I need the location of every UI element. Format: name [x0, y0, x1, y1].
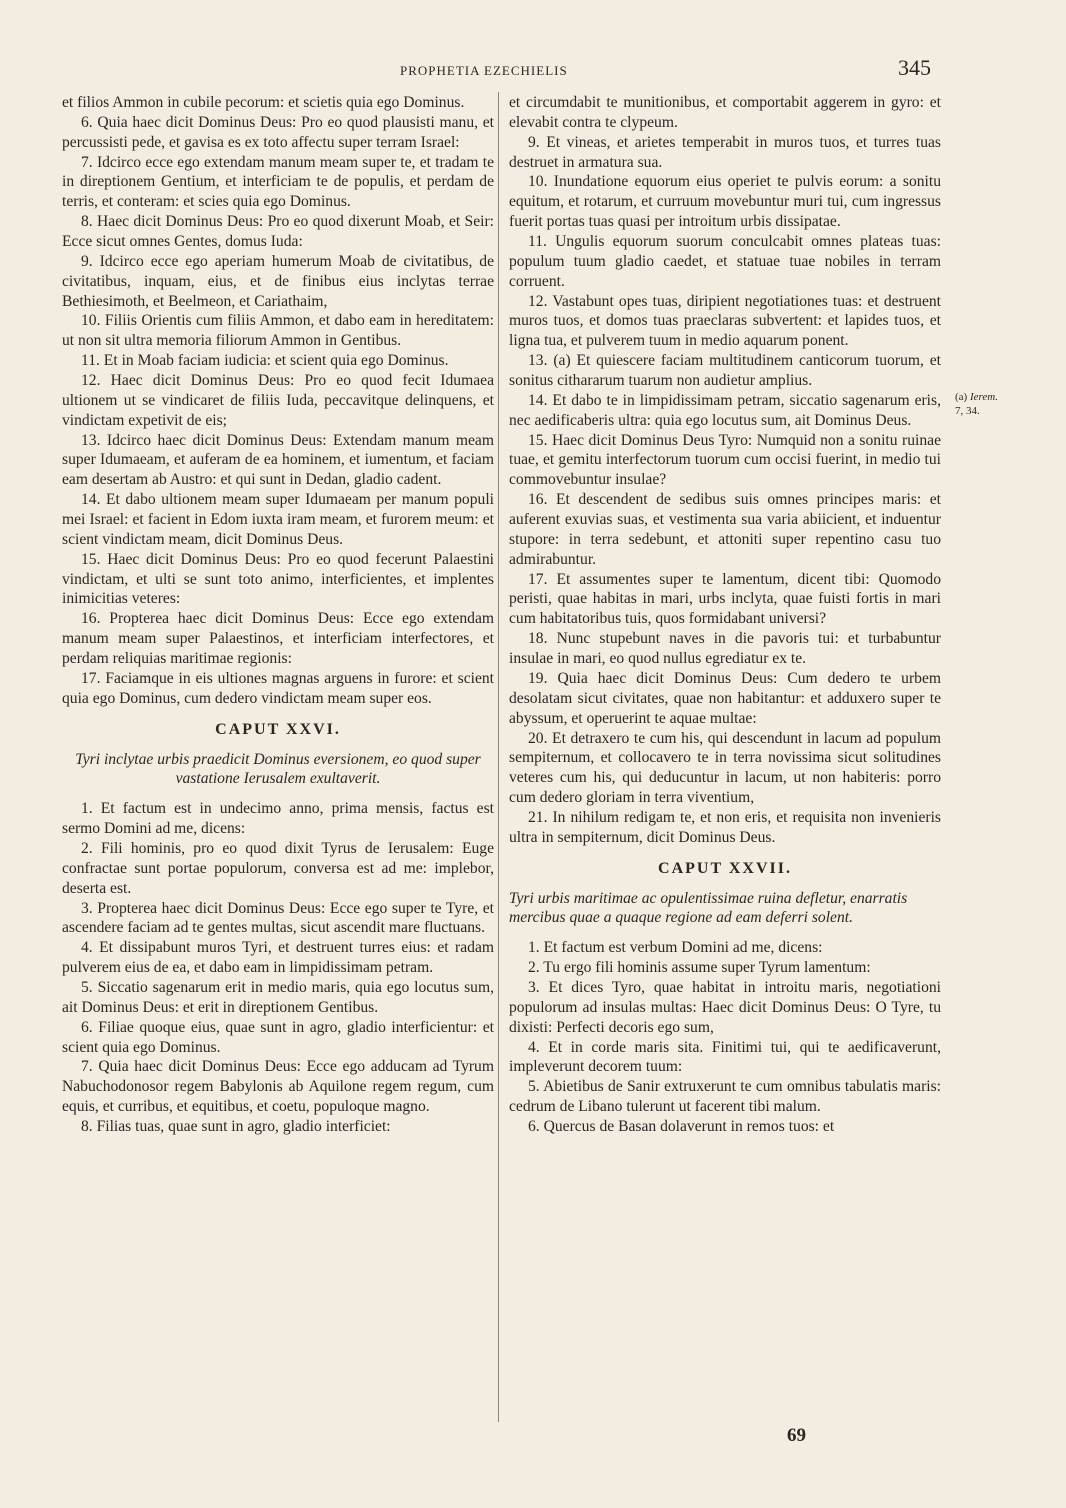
note-reference-detail: 7, 34.	[955, 405, 980, 417]
paragraph: 8. Haec dicit Dominus Deus: Pro eo quod dixerunt Moab, et Seir: Ecce sicut omnes Gentes, domus Iuda:	[62, 213, 494, 251]
paragraph: 4. Et in corde maris sita. Finitimi tui, qui te aedificaverunt, impleverunt decorem tuum:	[509, 1038, 941, 1076]
paragraph: 2. Fili hominis, pro eo quod dixit Tyrus de Ierusalem: Euge confractae sunt portae populorum, conversa est ad me: implebor, deserta est.	[62, 839, 494, 897]
paragraph: et circumdabit te munitionibus, et comportabit aggerem in gyro: et elevabit contra te clypeum.	[509, 94, 941, 131]
paragraph: 21. In nihilum redigam te, et non eris, et requisita non invenieris ultra in sempiternum, dicit Dominus Deus.	[509, 808, 941, 846]
chapter-summary: Tyri urbis maritimae ac opulentissimae ruina defletur, enarratis mercibus quae a quaque regione ad eam deferri solent.	[509, 889, 908, 927]
paragraph: 10. Inundatione equorum eius operiet te pulvis eorum: a sonitu equitum, et rotarum, et curruum movebuntur muri tui, cum ingressus fuerit portas tuas quasi per introitum urbis dissipatae.	[509, 173, 941, 231]
paragraph: 20. Et detraxero te cum his, qui descendunt in lacum ad populum sempiternum, et collocavero te in terra novissima sicut solitudines veteres cum his, qui deducuntur in lacum, ut non habiteris: porro cum dedero gloriam in terra viventium,	[509, 729, 941, 807]
paragraph: 3. Et dices Tyro, quae habitat in introitu maris, negotiationi populorum ad insulas multas: Haec dicit Dominus Deus: O Tyre, tu dixisti: Perfecti decoris ego sum,	[509, 978, 941, 1036]
paragraph: 3. Propterea haec dicit Dominus Deus: Ecce ego super te Tyre, et ascendere faciam ad te gentes multas, sicut ascendit mare fluctuans.	[62, 899, 494, 937]
paragraph: 5. Siccatio sagenarum erit in medio maris, quia ego locutus sum, ait Dominus Deus: et erit in direptionem Gentibus.	[62, 978, 494, 1016]
paragraph: 1. Et factum est verbum Domini ad me, dicens:	[528, 939, 823, 957]
paragraph: 15. Haec dicit Dominus Deus Tyro: Numquid non a sonitu ruinae tuae, et gemitu interfectorum tuorum cum occisi fuerint, in medio tui commovebuntur insulae?	[509, 431, 941, 489]
chapter-title: CAPUT XXVII.	[658, 859, 792, 877]
paragraph: 14. Et dabo te in limpidissimam petram, siccatio sagenarum eris, nec aedificaberis ultra: quia ego locutus sum, ait Dominus Deus.	[509, 391, 941, 429]
page-number: 345	[898, 55, 931, 80]
paragraph: 6. Quia haec dicit Dominus Deus: Pro eo quod plausisti manu, et percussisti pede, et gavisa es ex toto affectu super terram Israel:	[62, 113, 494, 151]
paragraph: 11. Et in Moab faciam iudicia: et scient quia ego Dominus.	[81, 352, 449, 370]
paragraph: 18. Nunc stupebunt naves in die pavoris tui: et turbabuntur insulae in mari, eo quod nullus egrediatur ex te.	[509, 630, 941, 668]
note-marker: (a)	[955, 391, 968, 403]
paragraph: 13. (a) Et quiescere faciam multitudinem canticorum tuorum, et sonitus cithararum tuarum non audietur amplius.	[509, 352, 941, 390]
paragraph: 17. Faciamque in eis ultiones magnas arguens in furore: et scient quia ego Dominus, cum dedero vindictam meam super eos.	[62, 669, 494, 707]
paragraph: 19. Quia haec dicit Dominus Deus: Cum dedero te urbem desolatam sicut civitates, quae non habitantur: et adduxero super te abyssum, et operuerint te aquae multae:	[509, 669, 941, 727]
paragraph: 13. Idcirco haec dicit Dominus Deus: Extendam manum meam super Idumaeam, et auferam de ea hominem, et iumentum, et faciam eam desertam ab Austro: et qui sunt in Dedan, gladio cadent.	[62, 431, 494, 489]
paragraph: 11. Ungulis equorum suorum conculcabit omnes plateas tuas: populum tuum gladio caedet, et statuae tuae nobiles in terram corruent.	[509, 233, 941, 290]
paragraph: 16. Propterea haec dicit Dominus Deus: Ecce ego extendam manum meam super Palaestinos, et interficiam interfectores, et perdam reliquias maritimae regionis:	[62, 610, 494, 668]
paragraph: 7. Idcirco ecce ego extendam manum meam super te, et tradam te in direptionem Gentium, et interficiam te de populis, et perdam de terris, et conteram: et scies quia ego Dominus.	[62, 153, 494, 211]
left-column	[62, 93, 494, 1137]
note-reference: Ierem.	[969, 391, 998, 403]
chapter-title: CAPUT XXVI.	[215, 720, 341, 738]
paragraph: et filios Ammon in cubile pecorum: et scietis quia ego Dominus.	[62, 94, 465, 111]
paragraph: 2. Tu ergo fili hominis assume super Tyrum lamentum:	[528, 959, 871, 977]
column-divider	[498, 92, 499, 1422]
paragraph: 5. Abietibus de Sanir extruxerunt te cum omnibus tabulatis maris: cedrum de Libano tulerunt ut facerent tibi malum.	[509, 1078, 941, 1116]
signature-mark: 69	[787, 1425, 806, 1446]
paragraph: 9. Et vineas, et arietes temperabit in muros tuos, et turres tuas destruet in armatura sua.	[509, 133, 941, 171]
paragraph: 10. Filiis Orientis cum filiis Ammon, et dabo eam in hereditatem: ut non sit ultra memoria filiorum Ammon in Gentibus.	[62, 312, 494, 350]
paragraph: 14. Et dabo ultionem meam super Idumaeam per manum populi mei Israel: et facient in Edom iuxta iram meam, et furorem meum: et scient vindictam meam, dicit Dominus Deus.	[62, 491, 494, 548]
chapter-summary: Tyri inclytae urbis praedicit Dominus eversionem, eo quod super vastatione Ierusalem exultaverit.	[75, 750, 481, 788]
paragraph: 4. Et dissipabunt muros Tyri, et destruent turres eius: et radam pulverem eius de ea, et dabo eam in limpidissimam petram.	[62, 939, 494, 977]
paragraph: 7. Quia haec dicit Dominus Deus: Ecce ego adducam ad Tyrum Nabuchodonosor regem Babylonis ab Aquilone regem regum, cum equis, et curribus, et equitibus, et coetu, populoque magno.	[62, 1058, 494, 1116]
paragraph: 9. Idcirco ecce ego aperiam humerum Moab de civitatibus, de civitatibus, inquam, eius, et de finibus eius inclytas terrae Bethiesimoth, et Beelmeon, et Cariathaim,	[62, 252, 494, 310]
margin-note	[955, 390, 1025, 418]
paragraph: 15. Haec dicit Dominus Deus: Pro eo quod fecerunt Palaestini vindictam, et ulti se sunt toto animo, interficientes, et implentes inimicitias veteres:	[62, 550, 494, 608]
paragraph: 6. Quercus de Basan dolaverunt in remos tuos: et	[528, 1117, 835, 1135]
paragraph: 6. Filiae quoque eius, quae sunt in agro, gladio interficientur: et scient quia ego Dominus.	[62, 1018, 494, 1056]
paragraph: 12. Vastabunt opes tuas, diripient negotiationes tuas: et destruent muros tuos, et domos tuas praeclaras subvertent: et lapides tuos, et ligna tua, et pulverem tuum in medio aquarum ponent.	[509, 292, 941, 350]
paragraph: 16. Et descendent de sedibus suis omnes principes maris: et auferent exuvias suas, et vestimenta sua varia abiicient, et induentur stupore: in terra sedebunt, et attoniti super repentino casu tuo admirabuntur.	[509, 491, 941, 568]
paragraph: 12. Haec dicit Dominus Deus: Pro eo quod fecit Idumaea ultionem ut se vindicaret de filiis Iuda, peccavitque delinquens, et vindictam expetivit de eis;	[62, 372, 494, 429]
running-title: PROPHETIA EZECHIELIS	[400, 63, 568, 78]
right-column	[509, 93, 941, 1137]
paragraph: 17. Et assumentes super te lamentum, dicent tibi: Quomodo peristi, quae habitas in mari, urbs inclyta, quae fuisti fortis in mari cum habitatoribus tuis, quos formidabant universi?	[509, 570, 941, 628]
paragraph: 8. Filias tuas, quae sunt in agro, gladio interficiet:	[81, 1117, 391, 1135]
paragraph: 1. Et factum est in undecimo anno, prima mensis, factus est sermo Domini ad me, dicens:	[62, 800, 494, 838]
